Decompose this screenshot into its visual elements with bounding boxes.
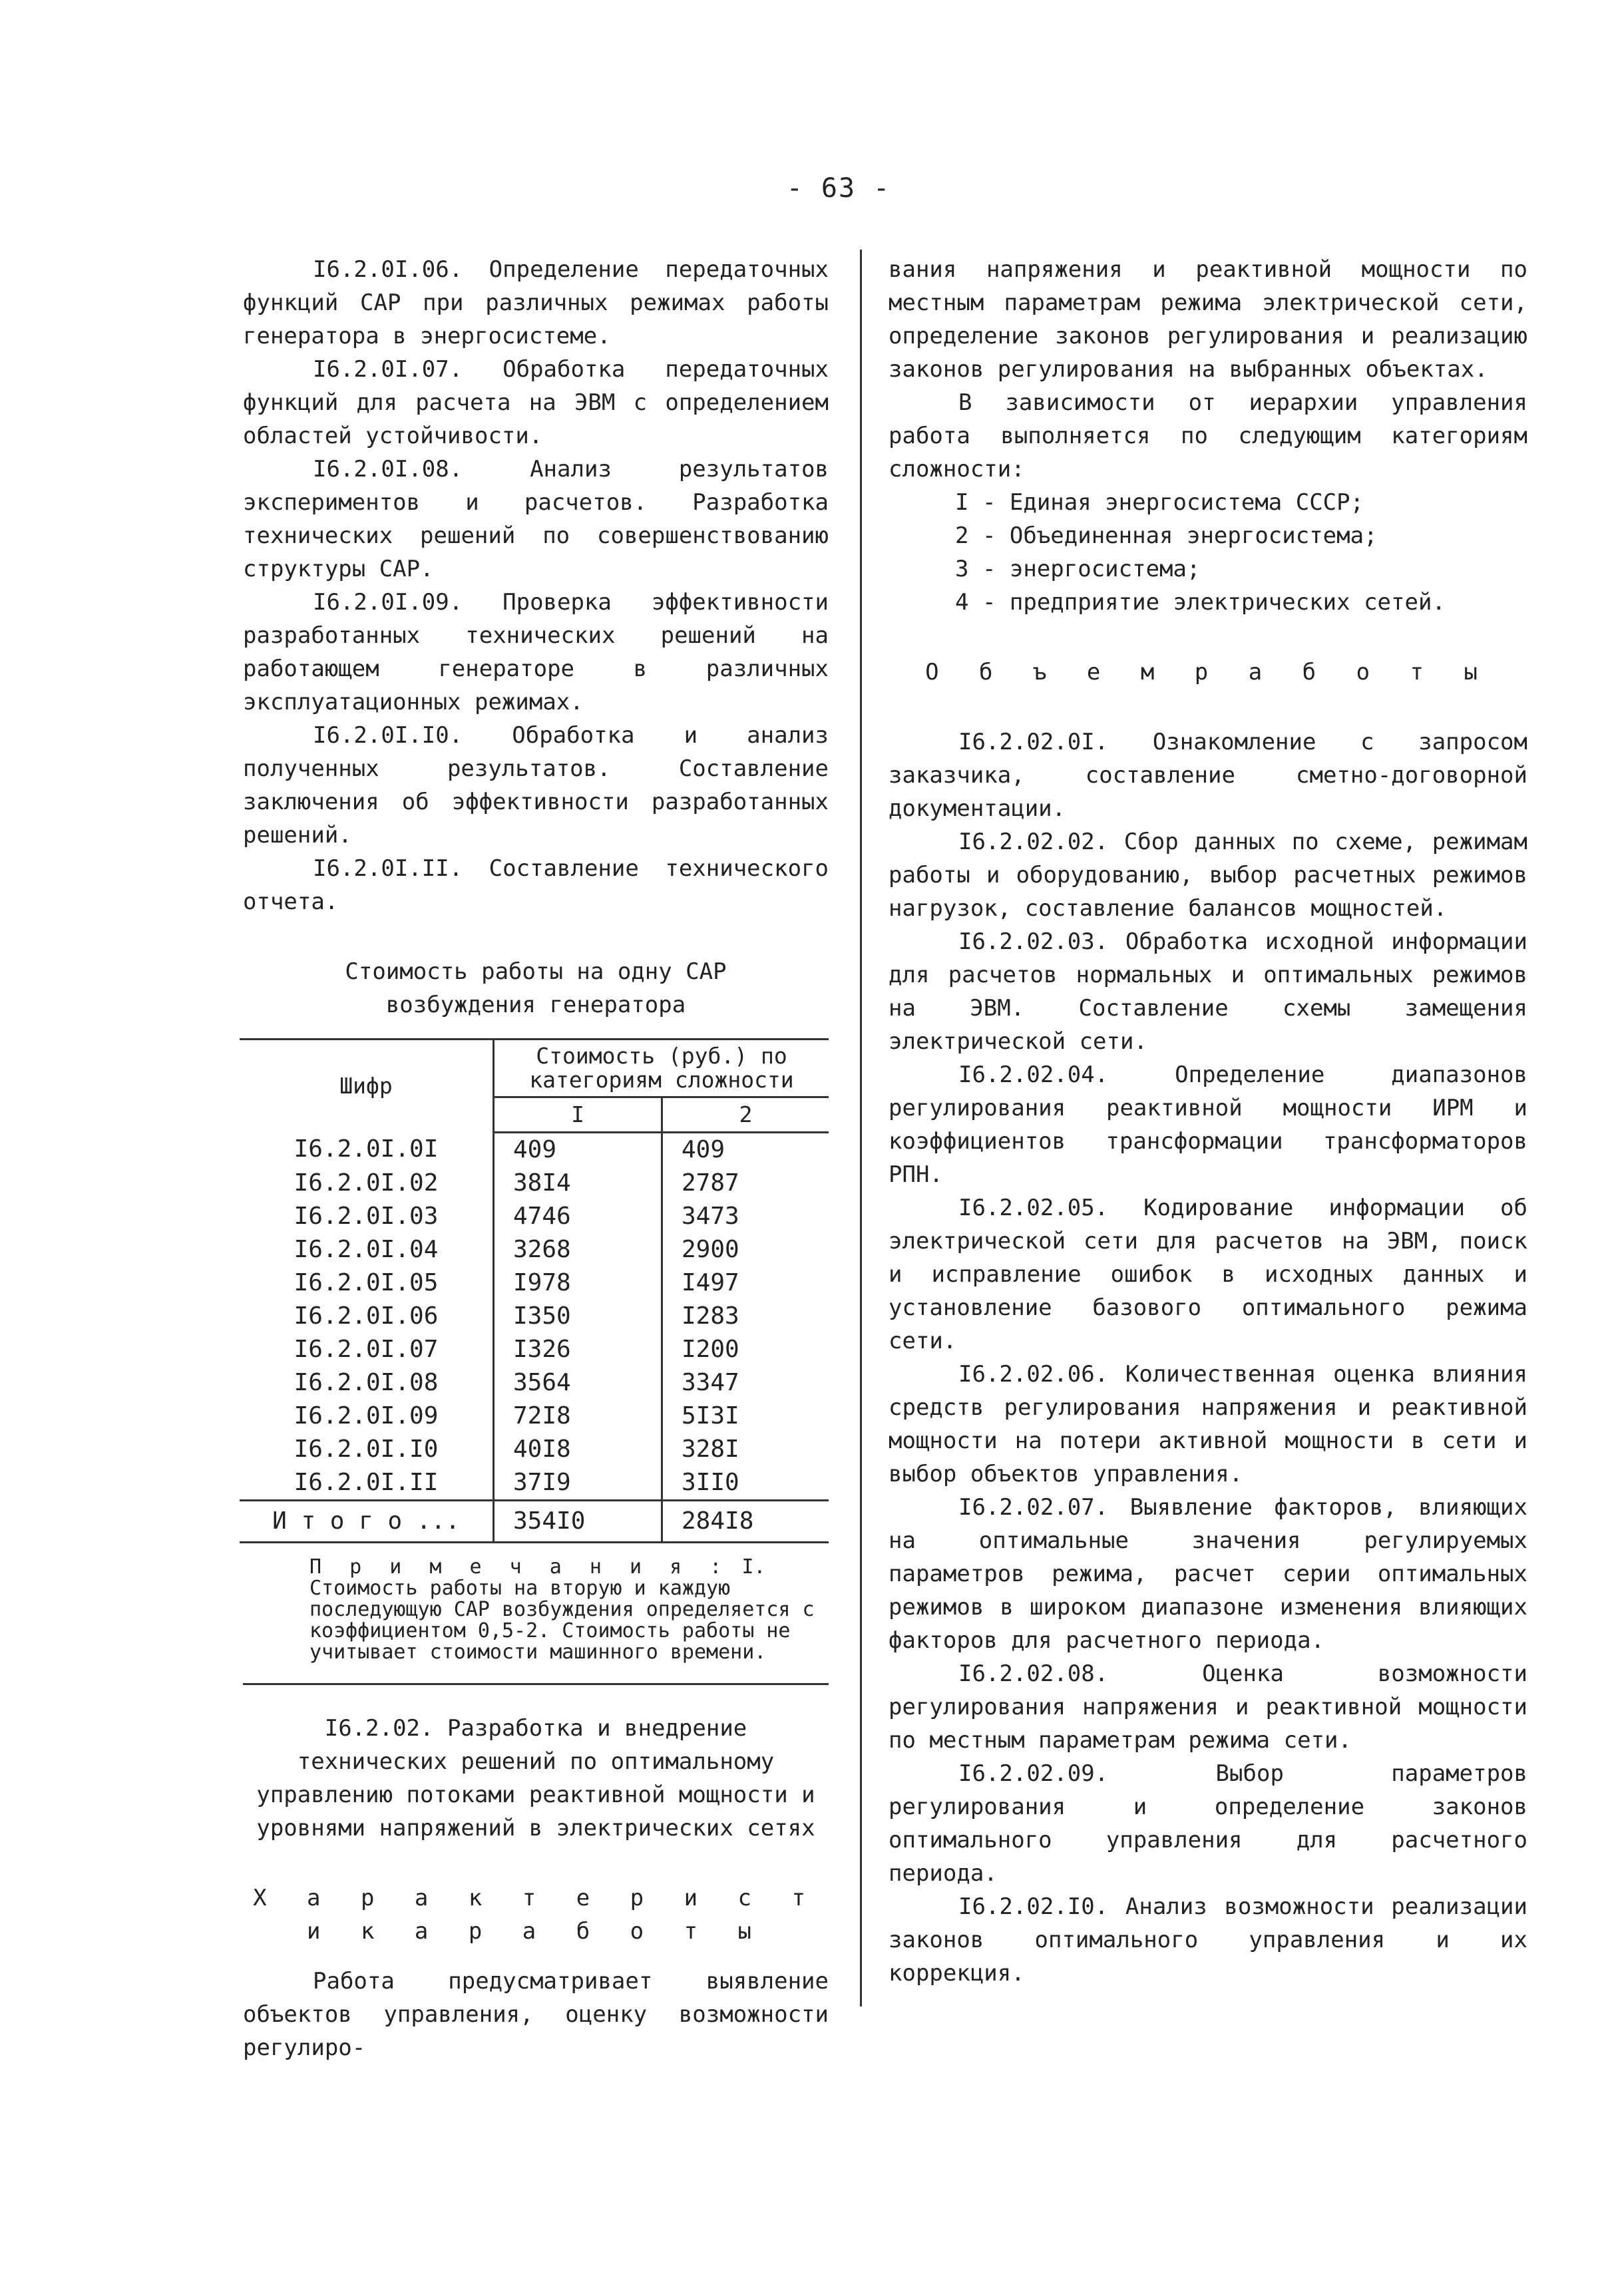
table-row (240, 1233, 829, 1266)
note-text: I. Стоимость работы на вторую и каждую последующую САР возбуждения определяется с коэффициентом 0,5-2. Стоимость работы не учитывает стоимости машинного времени. (309, 1555, 815, 1664)
row-cat2: 3II0 (662, 1466, 829, 1501)
work-item: I6.2.02.09. Выбор параметров регулирования и определение законов оптимального управления для расчетного периода. (889, 1760, 1527, 1887)
row-cat1: 3268 (494, 1233, 662, 1266)
column-divider (860, 250, 862, 2007)
table-row (240, 1466, 829, 1501)
table-row (240, 1400, 829, 1433)
row-cat2: 5I3I (662, 1400, 829, 1433)
work-item: I6.2.02.05. Кодирование информации об электрической сети для расчетов на ЭВМ, поиск и исправление ошибок в исходных данных и установление базового оптимального режима сети. (889, 1195, 1527, 1354)
table-total-row (240, 1501, 829, 1543)
work-item: I6.2.02.03. Обработка исходной информации для расчетов нормальных и оптимальных режимов на ЭВМ. Составление схемы замещения электрической сети. (889, 928, 1527, 1055)
left-column (243, 253, 829, 2064)
row-code: I6.2.0I.05 (294, 1269, 439, 1296)
row-cat1: I350 (494, 1300, 662, 1333)
row-cat2: I497 (662, 1266, 829, 1300)
row-code: I6.2.0I.09 (294, 1402, 439, 1430)
work-item: I6.2.0I.08. Анализ результатов экспериментов и расчетов. Разработка технических решений по совершенствованию структуры САР. (243, 456, 829, 582)
section-title: I6.2.02. Разработка и внедрение технических решений по оптимальному управлению потоками реактивной мощности и уровнями напряжений в электрических сетях (256, 1715, 815, 1841)
row-cat1: 40I8 (494, 1433, 662, 1466)
category-item: 4 - предприятие электрических сетей. (955, 589, 1446, 616)
note-label: П р и м е ч а н и я : (309, 1555, 730, 1579)
table-row (240, 1266, 829, 1300)
row-cat2: I283 (662, 1300, 829, 1333)
table-row (240, 1167, 829, 1200)
table-note (309, 1557, 829, 1663)
continuation-text: вания напряжения и реактивной мощности по местным параметрам режима электрической сети, определение законов регулирования и реализацию законов регулирования на выбранных объектах. (889, 256, 1527, 383)
table-row (240, 1200, 829, 1233)
work-item: I6.2.0I.09. Проверка эффективности разработанных технических решений на работающем генераторе в различных эксплуатационных режимах. (243, 589, 829, 715)
work-item: I6.2.02.04. Определение диапазонов регулирования реактивной мощности ИРМ и коэффициентов трансформации трансформаторов РПН. (889, 1061, 1527, 1188)
table-row (240, 1300, 829, 1333)
row-cat1: 72I8 (494, 1400, 662, 1433)
work-item: I6.2.0I.II. Составление технического отчета. (243, 855, 829, 915)
row-cat1: 37I9 (494, 1466, 662, 1501)
row-cat2: 328I (662, 1433, 829, 1466)
work-item: I6.2.0I.06. Определение передаточных функций САР при различных режимах работы генератора в энергосистеме. (243, 256, 829, 349)
characteristics-text: Работа предусматривает выявление объектов управления, оценку возможности регулиро- (243, 1968, 829, 2061)
hierarchy-text: В зависимости от иерархии управления работа выполняется по следующим категориям сложности: (889, 389, 1527, 482)
note-rule (243, 1683, 829, 1685)
row-cat1: I978 (494, 1266, 662, 1300)
work-item: I6.2.02.06. Количественная оценка влияния средств регулирования напряжения и реактивной мощности на потери активной мощности в сети и выбор объектов управления. (889, 1361, 1527, 1487)
table-title: Стоимость работы на одну САР возбуждения генератора (345, 958, 727, 1018)
row-cat1: 38I4 (494, 1167, 662, 1200)
row-cat1: 4746 (494, 1200, 662, 1233)
row-cat2: 3347 (662, 1366, 829, 1400)
row-code: I6.2.0I.02 (294, 1169, 439, 1197)
row-cat2: 3473 (662, 1200, 829, 1233)
row-cat1: I326 (494, 1333, 662, 1366)
row-cat1: 3564 (494, 1366, 662, 1400)
total-cat1: 354I0 (494, 1501, 662, 1543)
cost-table (240, 1038, 829, 1543)
row-code: I6.2.0I.I0 (294, 1435, 439, 1463)
category-item: 2 - Объединенная энергосистема; (955, 522, 1378, 549)
work-item: I6.2.02.I0. Анализ возможности реализации законов оптимального управления и их коррекция. (889, 1893, 1527, 1987)
table-row (240, 1366, 829, 1400)
row-code: I6.2.0I.II (240, 1466, 494, 1501)
table-row (240, 1433, 829, 1466)
row-cat2: 2787 (662, 1167, 829, 1200)
table-header-cat1: I (494, 1097, 662, 1133)
row-cat2: 409 (662, 1133, 829, 1167)
row-code: I6.2.0I.0I (294, 1135, 439, 1163)
right-column (889, 253, 1527, 1990)
row-cat2: 2900 (662, 1233, 829, 1266)
table-header-cat2: 2 (662, 1097, 829, 1133)
row-code: I6.2.0I.07 (294, 1336, 439, 1363)
characteristics-heading: Х а р а к т е р и с т и к а р а б о т ы (253, 1885, 819, 1945)
category-item: I - Единая энергосистема СССР; (955, 489, 1364, 516)
work-item: I6.2.02.02. Сбор данных по схеме, режимам работы и оборудованию, выбор расчетных режимов нагрузок, составление балансов мощностей. (889, 829, 1527, 922)
row-cat2: I200 (662, 1333, 829, 1366)
work-item: I6.2.02.08. Оценка возможности регулирования напряжения и реактивной мощности по местным параметрам режима сети. (889, 1660, 1527, 1754)
total-cat2: 284I8 (662, 1501, 829, 1543)
table-header-group: Стоимость (руб.) по категориям сложности (494, 1040, 829, 1097)
row-code: I6.2.0I.04 (294, 1236, 439, 1263)
work-item: I6.2.0I.I0. Обработка и анализ полученных результатов. Составление заключения об эффективности разработанных решений. (243, 722, 829, 849)
table-row (240, 1333, 829, 1366)
row-code: I6.2.0I.03 (294, 1203, 439, 1230)
work-item: I6.2.0I.07. Обработка передаточных функций для расчета на ЭВМ с определением областей устойчивости. (243, 356, 829, 449)
category-item: 3 - энергосистема; (955, 556, 1201, 582)
row-code: I6.2.0I.08 (294, 1369, 439, 1396)
page-number: - 63 - (786, 173, 891, 204)
table-row (240, 1133, 829, 1167)
volume-heading: О б ъ е м р а б о т ы (925, 659, 1491, 685)
row-code: I6.2.0I.06 (294, 1302, 439, 1330)
category-list (889, 486, 1527, 619)
work-item: I6.2.02.07. Выявление факторов, влияющих на оптимальные значения регулируемых параметров режима, расчет серии оптимальных режимов в широком диапазоне изменения влияющих факторов для расчетного периода. (889, 1494, 1527, 1654)
row-cat1: 409 (494, 1133, 662, 1167)
table-header-code: Шифр (240, 1040, 494, 1133)
work-item: I6.2.02.0I. Ознакомление с запросом заказчика, составление сметно-договорной документации. (889, 729, 1527, 822)
total-label: И т о г о ... (240, 1501, 494, 1543)
